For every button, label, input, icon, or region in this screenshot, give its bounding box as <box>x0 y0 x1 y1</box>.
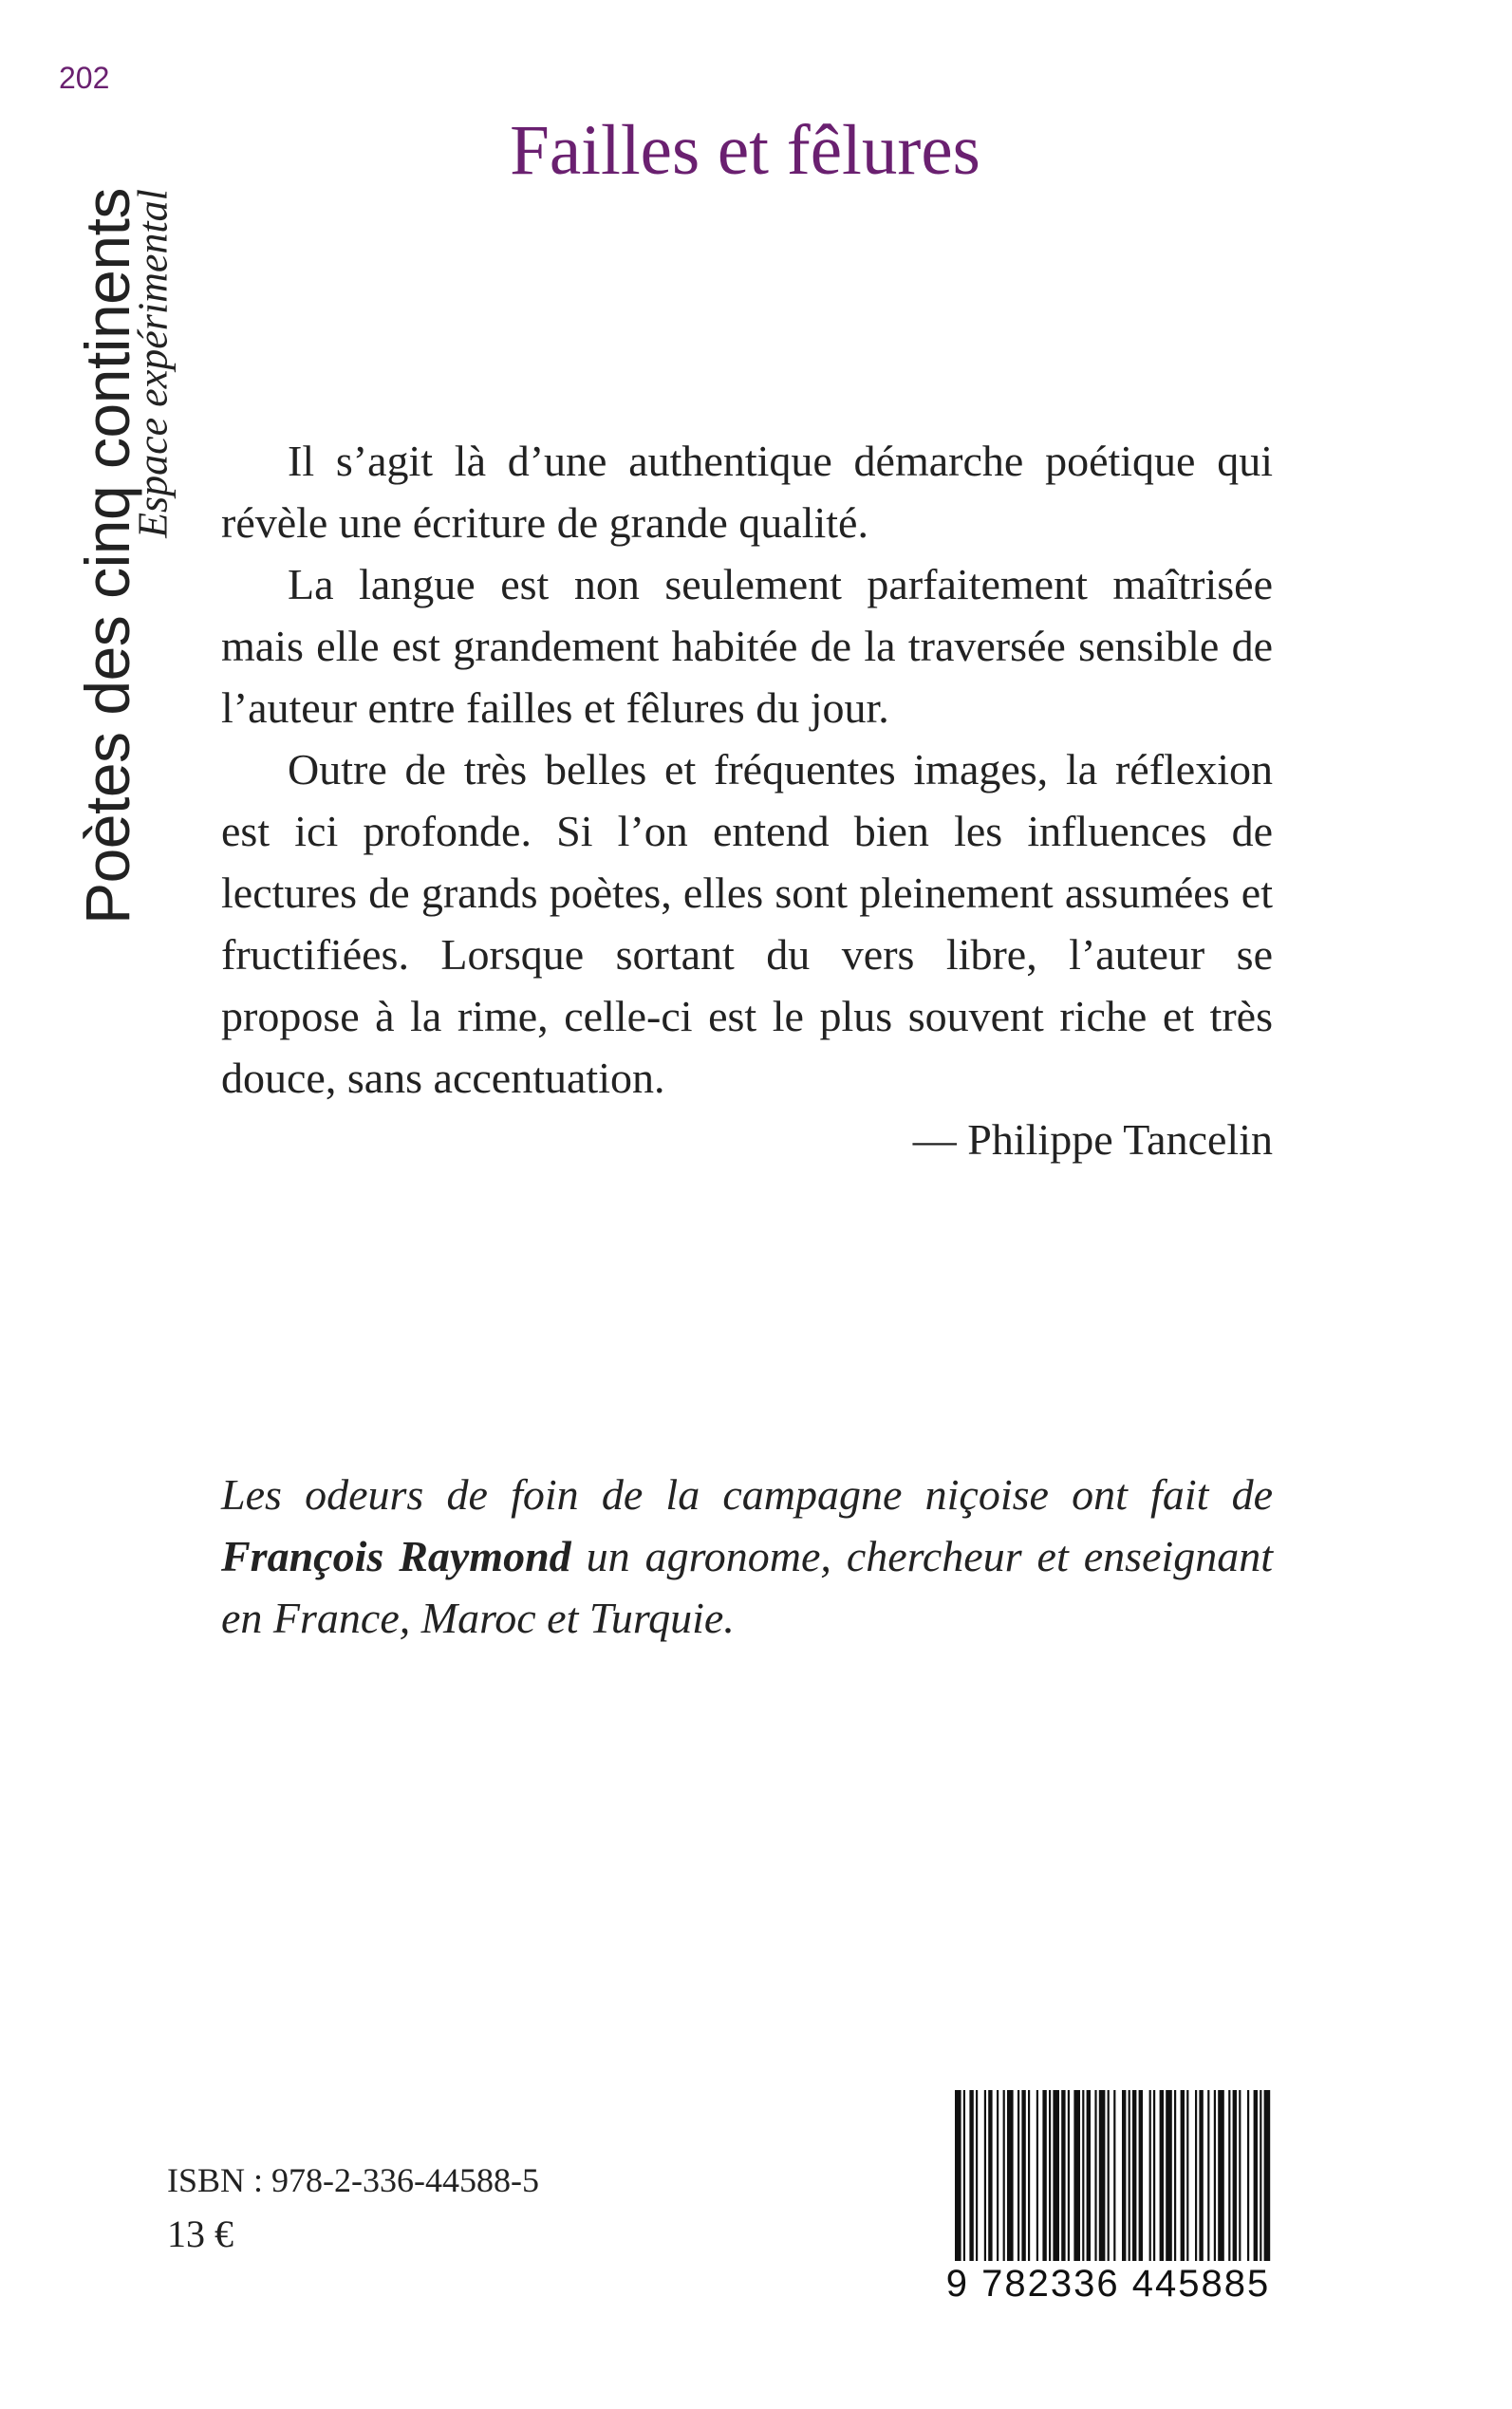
barcode-bar <box>1199 2090 1203 2261</box>
barcode-bar <box>976 2090 978 2261</box>
barcode-bar <box>1181 2090 1185 2261</box>
barcode-bar <box>1260 2090 1261 2261</box>
barcode-bar <box>1053 2090 1059 2261</box>
barcode-bar <box>1087 2090 1091 2261</box>
barcode-bar <box>1153 2090 1155 2261</box>
barcode-bar <box>1021 2090 1025 2261</box>
barcode-bar <box>1254 2090 1258 2261</box>
bio-text-end: un agronome, chercheur et enseignant en France, Maroc et Turquie. <box>221 1532 1273 1642</box>
barcode-bar <box>1108 2090 1110 2261</box>
barcode-bar <box>1028 2090 1030 2261</box>
blurb-signature: — Philippe Tancelin <box>912 1115 1273 1164</box>
barcode-bar <box>1186 2090 1188 2261</box>
barcode-bar <box>988 2090 992 2261</box>
barcode-bar <box>1207 2090 1209 2261</box>
barcode-digits: 9 782336 445885 <box>945 2263 1271 2305</box>
barcode-bar <box>1149 2090 1151 2261</box>
bio-text-start: Les odeurs de foin de la campagne niçoise ont fait de <box>221 1470 1273 1519</box>
barcode-bar <box>1113 2090 1115 2261</box>
barcode-bar <box>1139 2090 1143 2261</box>
barcode-bar <box>963 2090 965 2261</box>
barcode-bar <box>1264 2090 1271 2261</box>
barcode-bar <box>1007 2090 1014 2261</box>
barcode-bar <box>1082 2090 1084 2261</box>
barcode-bar <box>1049 2090 1051 2261</box>
blurb <box>221 430 1273 1170</box>
blurb-paragraph: Il s’agit là d’une authentique démarche poétique qui révèle une écriture de grande qualité. <box>221 437 1273 547</box>
barcode-bar <box>1099 2090 1106 2261</box>
barcode-bar <box>1166 2090 1172 2261</box>
price: 13 € <box>167 2213 233 2255</box>
series-number: 202 <box>59 61 110 95</box>
author-bio <box>221 1464 1273 1649</box>
barcode <box>942 2090 1275 2316</box>
barcode-bar <box>1003 2090 1005 2261</box>
barcode-bar <box>1174 2090 1176 2261</box>
barcode-bar <box>1129 2090 1130 2261</box>
barcode-bar <box>969 2090 973 2261</box>
barcode-bar <box>1061 2090 1065 2261</box>
series-subtitle: Espace expérimental <box>129 189 177 538</box>
barcode-bar <box>955 2090 961 2261</box>
barcode-bar <box>1233 2090 1237 2261</box>
blurb-paragraph: Outre de très belles et fréquentes images, la réflexion est ici profonde. Si l’on entend bien les influences de lectures de grands poètes, elles sont pleinement assumées et fructifiées. Lorsque sortant du vers libre, l’auteur se propose à la rime, celle-ci est le plus souvent riche et très douce, sans accentuation. <box>221 745 1273 1102</box>
series-title: Poètes des cinq continents <box>72 188 142 924</box>
barcode-bar <box>1195 2090 1197 2261</box>
barcode-bar <box>1017 2090 1019 2261</box>
barcode-bar <box>1036 2090 1038 2261</box>
author-name: François Raymond <box>221 1532 571 1580</box>
barcode-bar <box>1094 2090 1096 2261</box>
barcode-bar <box>984 2090 986 2261</box>
barcode-bar <box>1073 2090 1080 2261</box>
barcode-bar <box>1132 2090 1136 2261</box>
spine <box>0 0 190 2409</box>
isbn: ISBN : 978-2-336-44588-5 <box>167 2161 539 2199</box>
blurb-paragraph: La langue est non seulement parfaitement maîtrisée mais elle est grandement habitée de la traversée sensible de l’auteur entre failles et fêlures du jour. <box>221 560 1273 732</box>
barcode-bar <box>1239 2090 1241 2261</box>
barcode-bar <box>1160 2090 1164 2261</box>
barcode-bar <box>1122 2090 1126 2261</box>
barcode-bar <box>1247 2090 1249 2261</box>
barcode-bar <box>1218 2090 1224 2261</box>
barcode-bar <box>1042 2090 1046 2261</box>
barcode-bar <box>1068 2090 1070 2261</box>
barcode-bar <box>1214 2090 1216 2261</box>
barcode-bar <box>997 2090 999 2261</box>
book-title: Failles et fêlures <box>510 111 980 190</box>
barcode-bars <box>942 2090 1275 2266</box>
barcode-bar <box>1228 2090 1230 2261</box>
